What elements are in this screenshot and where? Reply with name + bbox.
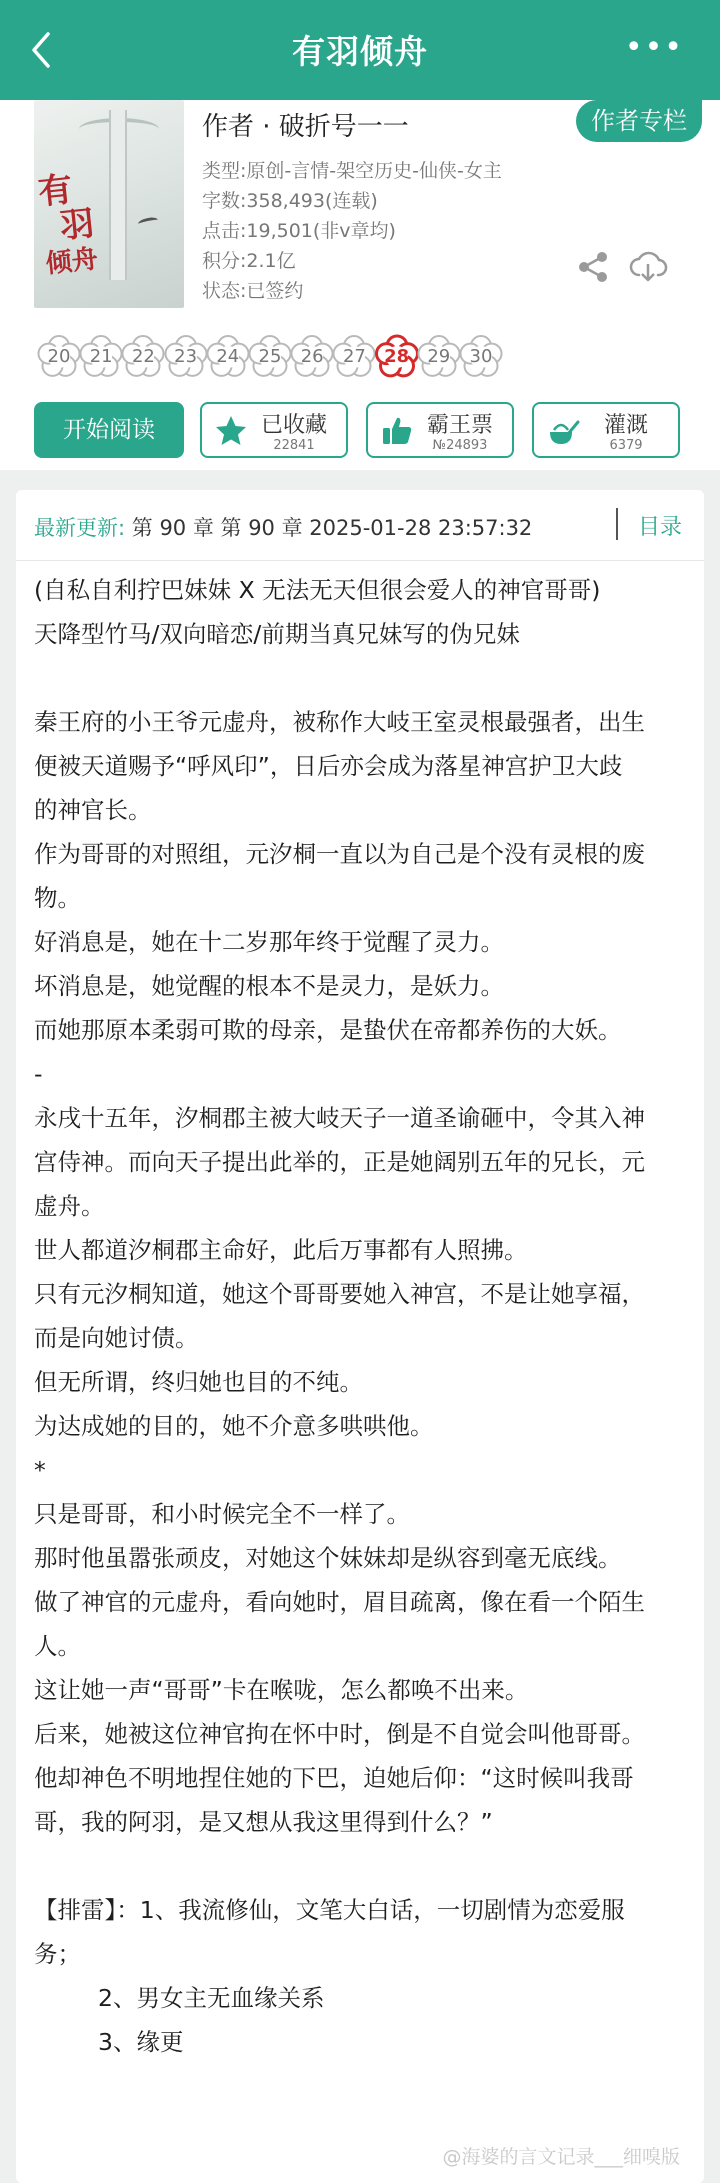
meta-status: 状态:已签约 [202,280,304,302]
meta-word-count: 字数:358,493(连载) [202,190,378,212]
thumbs-up-icon [380,414,414,448]
day-number: 29 [427,346,451,367]
day-number: 23 [174,346,198,367]
summary-line: 天降型竹马/双向暗恋/前期当真兄妹写的伪兄妹 [34,620,520,648]
summary-line: 只有元汐桐知道，她这个哥哥要她入神宫，不是让她享福， [34,1280,645,1308]
summary-line: 宫侍神。而向天子提出此举的，正是她阔别五年的兄长，元 [34,1148,645,1176]
summary-line: 而她那原本柔弱可欺的母亲，是蛰伏在帝都养伤的大妖。 [34,1016,622,1044]
summary-line: 务； [34,1940,81,1968]
collect-button[interactable]: 已收藏 22841 [200,402,348,458]
day-number: 28 [384,346,410,367]
daily-flower-strip [34,332,714,388]
summary-line [34,656,694,700]
day-number: 27 [342,346,366,367]
summary-line: 虚舟。 [34,1192,105,1220]
book-cover[interactable] [34,100,184,308]
summary-line: 2、男女主无血缘关系 [98,1984,325,2012]
summary-line: (自私自利拧巴妹妹 X 无法无天但很会爱人的神官哥哥) [34,576,601,604]
water-button[interactable]: 灌溉 6379 [532,402,680,458]
summary-line: 他却神色不明地捏住她的下巴，迫她后仰：“这时候叫我哥 [34,1764,634,1792]
divider [16,560,704,561]
summary-line: 世人都道汐桐郡主命好，此后万事都有人照拂。 [34,1236,528,1264]
summary-line: - [34,1060,43,1088]
day-flower-30[interactable] [456,332,506,382]
summary-line: 但无所谓，终归她也目的不纯。 [34,1368,363,1396]
summary-line: 而是向她讨债。 [34,1324,199,1352]
action-bar [34,402,694,458]
cloud-download-icon[interactable] [628,246,668,286]
summary-line: 永戌十五年，汐桐郡主被大岐天子一道圣谕砸中，令其入神 [34,1104,645,1132]
meta-score: 积分:2.1亿 [202,250,296,272]
day-number: 24 [216,346,240,367]
summary-text [34,568,694,2064]
book-meta [202,156,502,306]
share-icon[interactable] [576,250,610,284]
vote-button[interactable]: 霸王票 №24893 [366,402,514,458]
start-reading-button[interactable]: 开始阅读 [34,402,184,458]
cover-bird-art [137,216,158,228]
day-number: 22 [131,346,155,367]
summary-line: 哥，我的阿羽，是又想从我这里得到什么？” [34,1808,493,1836]
author-column-button[interactable]: 作者专栏 [576,100,702,142]
summary-line: 后来，她被这位神官拘在怀中时，倒是不自觉会叫他哥哥。 [34,1720,645,1748]
latest-update-label: 最新更新: [34,516,126,540]
meta-clicks: 点击:19,501(非v章均) [202,220,396,242]
summary-line: 只是哥哥，和小时候完全不一样了。 [34,1500,410,1528]
day-number: 26 [300,346,324,367]
table-of-contents-link[interactable]: 目录 [638,515,683,540]
summary-line [34,1844,694,1888]
star-icon [214,414,248,448]
summary-line: 坏消息是，她觉醒的根本不是灵力，是妖力。 [34,972,504,1000]
more-dots-icon[interactable]: ••• [624,30,684,65]
watermark: @海婆的言文记录___细嗅版 [442,2146,680,2168]
summary-line: 这让她一声“哥哥”卡在喉咙，怎么都唤不出来。 [34,1676,529,1704]
watering-can-icon [546,414,580,448]
summary-line: * [34,1456,46,1484]
meta-genre: 类型:原创-言情-架空历史-仙侠-女主 [202,160,502,182]
summary-line: 做了神官的元虚舟，看向她时，眉目疏离，像在看一个陌生 [34,1588,645,1616]
summary-line: 的神官长。 [34,796,152,824]
summary-line: 物。 [34,884,81,912]
divider [616,508,618,540]
book-summary-card [16,490,704,2183]
cover-title: 有 羽 倾舟 [36,169,100,280]
summary-line: 【排雷】：1、我流修仙，文笔大白话，一切剧情为恋爱服 [34,1896,625,1924]
summary-line: 那时他虽嚣张顽皮，对她这个妹妹却是纵容到毫无底线。 [34,1544,622,1572]
summary-line: 作为哥哥的对照组，元汐桐一直以为自己是个没有灵根的废 [34,840,645,868]
summary-line: 为达成她的目的，她不介意多哄哄他。 [34,1412,434,1440]
day-number: 21 [89,346,113,367]
latest-update-value: 第 90 章 第 90 章 2025-01-28 23:57:32 [131,516,533,540]
app-header [0,0,720,100]
summary-line: 人。 [34,1632,81,1660]
author-name[interactable]: 作者 · 破折号一一 [202,112,409,142]
summary-line: 好消息是，她在十二岁那年终于觉醒了灵力。 [34,928,504,956]
day-number: 25 [258,346,282,367]
summary-line: 便被天道赐予“呼风印”，日后亦会成为落星神宫护卫大歧 [34,752,623,780]
summary-line: 秦王府的小王爷元虚舟，被称作大岐王室灵根最强者，出生 [34,708,645,736]
page-title: 有羽倾舟 [292,32,428,71]
day-number: 20 [47,346,71,367]
summary-line: 3、缘更 [98,2028,184,2056]
day-number: 30 [469,346,493,367]
latest-update[interactable] [34,512,532,542]
book-info-card [0,100,720,470]
